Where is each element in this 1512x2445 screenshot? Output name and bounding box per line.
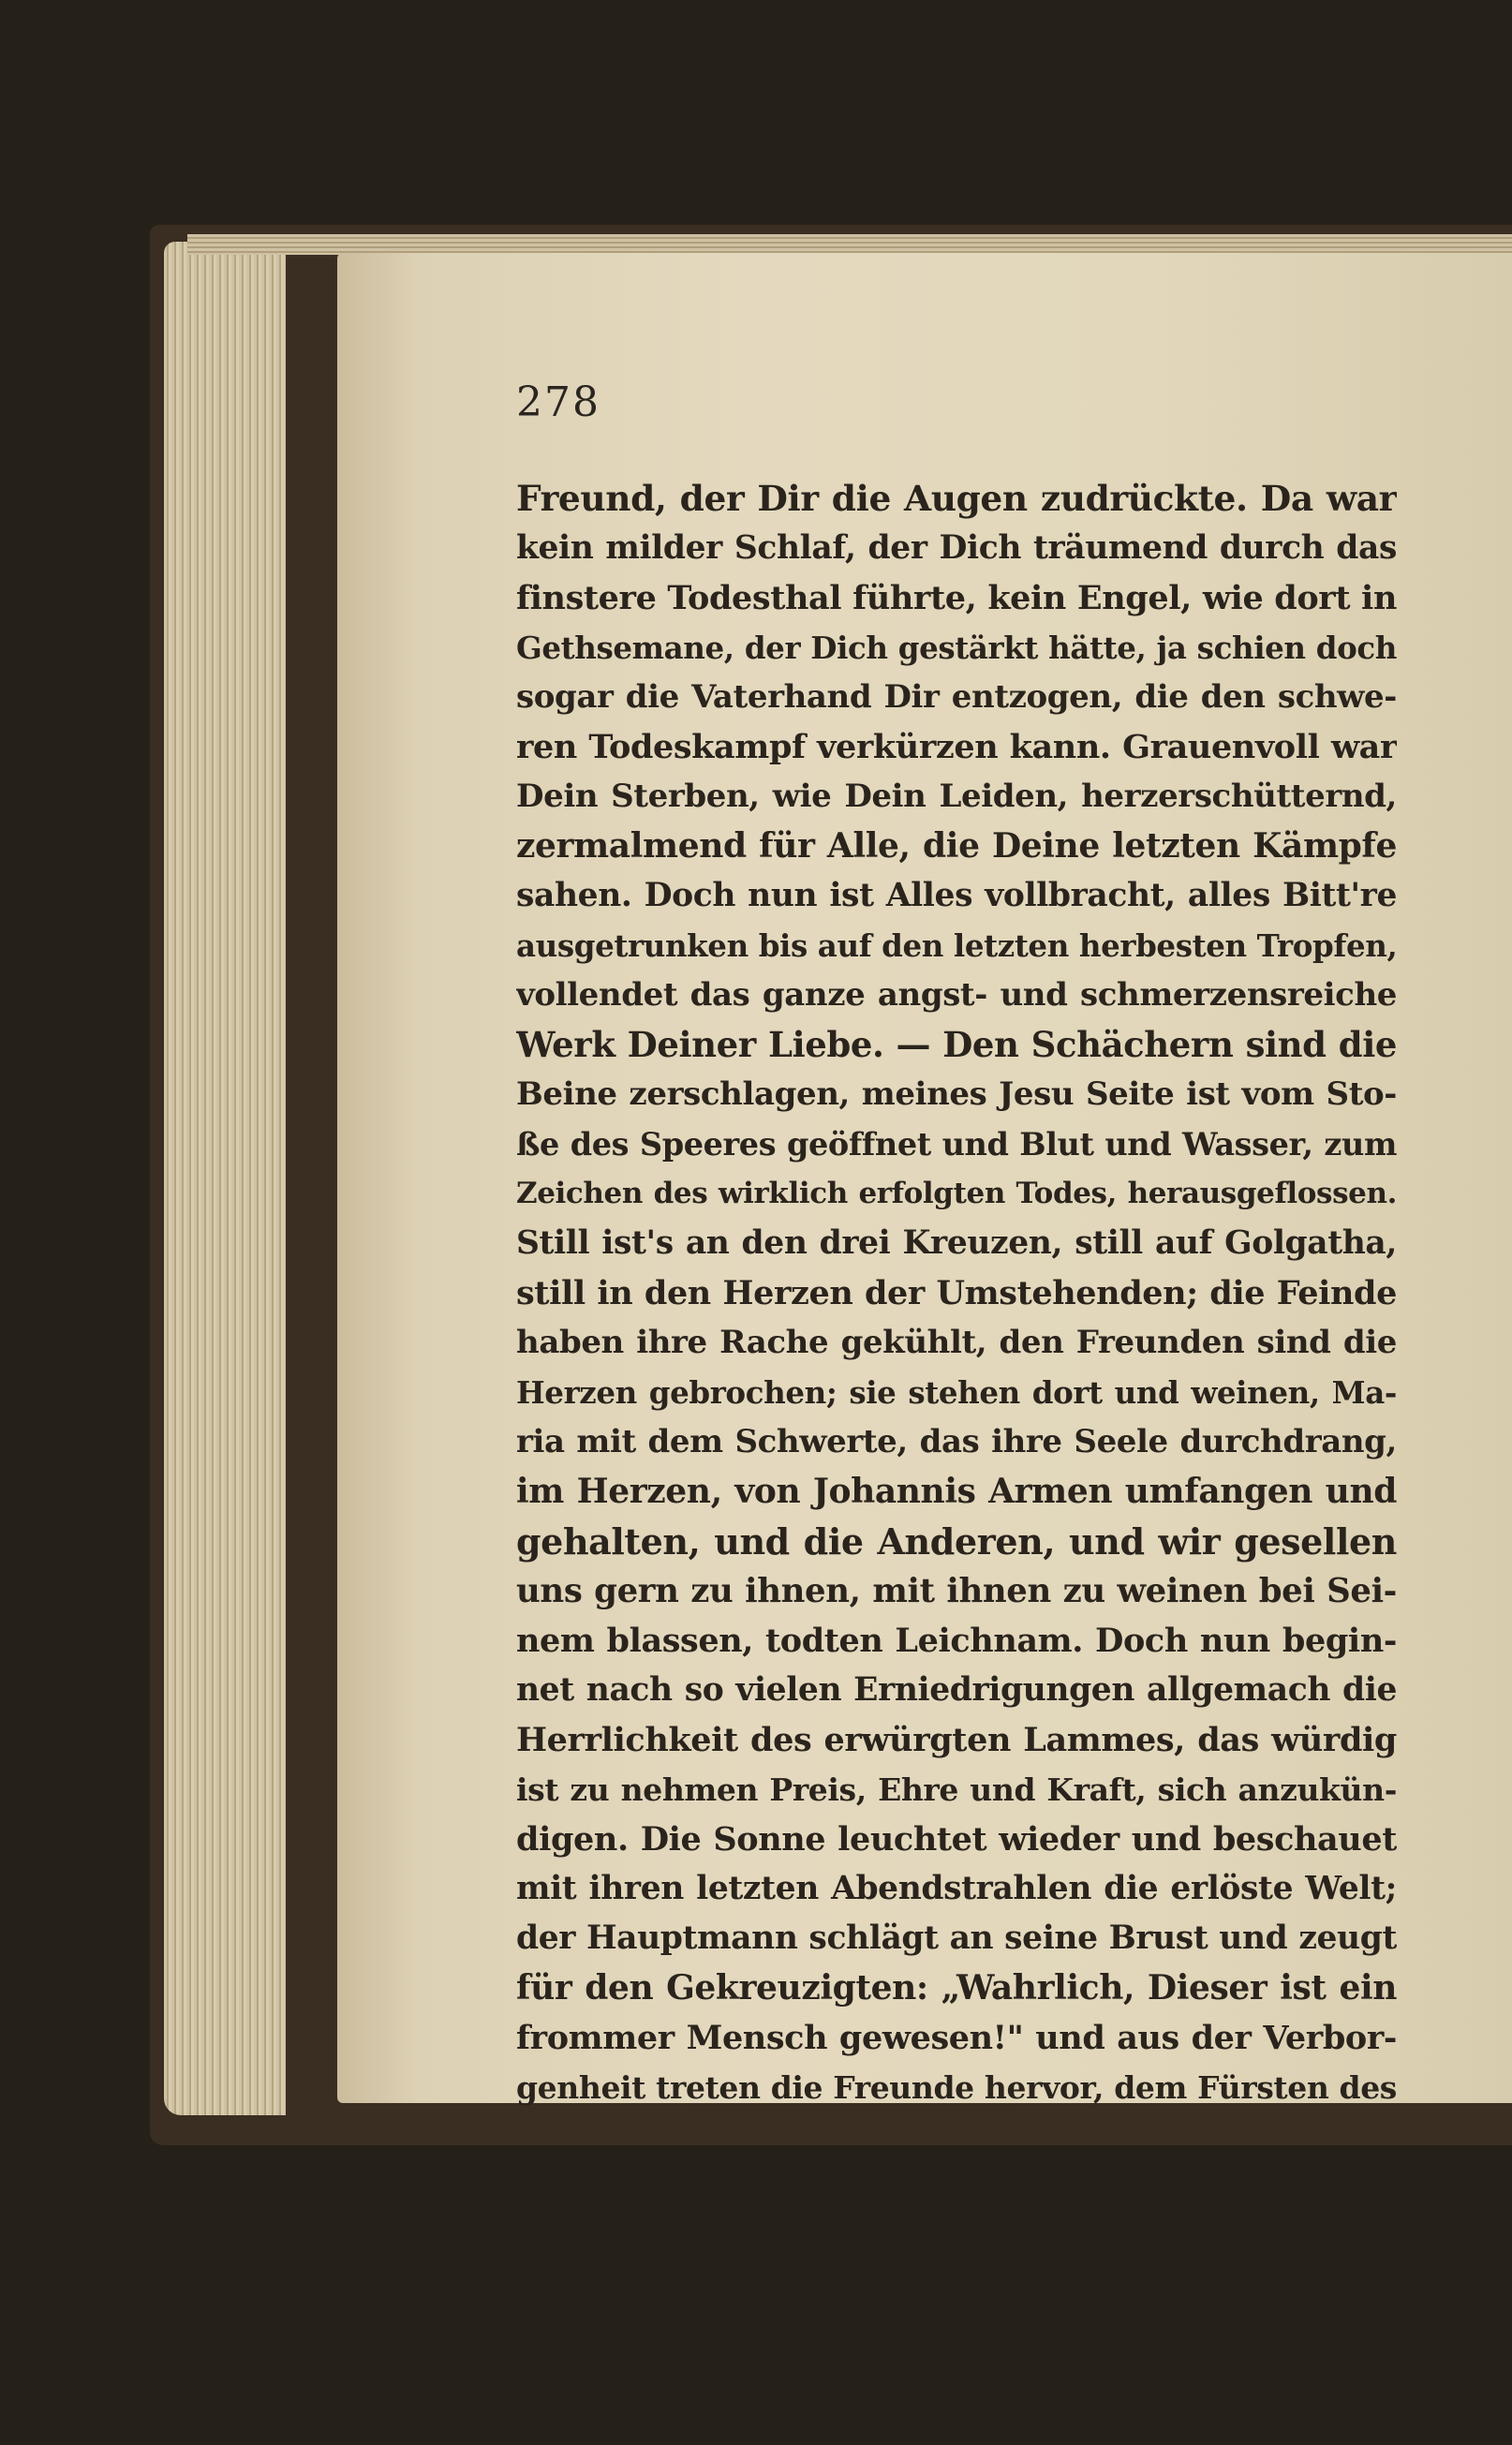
- text-line: frommer Mensch gewesen!" und aus der Verbor-: [516, 2019, 1397, 2057]
- text-line: Zeichen des wirklich erfolgten Todes, herausgeflossen.: [516, 1177, 1397, 1210]
- text-line: nem blassen, todten Leichnam. Doch nun begin-: [516, 1622, 1397, 1660]
- text-line: im Herzen, von Johannis Armen umfangen und: [516, 1472, 1397, 1511]
- text-line: sahen. Doch nun ist Alles vollbracht, alles Bitt're: [516, 877, 1397, 914]
- text-line: genheit treten die Freunde hervor, dem Fürsten des: [516, 2069, 1397, 2106]
- text-line: gehalten, und die Anderen, und wir gesellen: [516, 1520, 1397, 1563]
- text-line: Herzen gebrochen; sie stehen dort und weinen, Ma-: [516, 1374, 1397, 1411]
- text-line: Gethsemane, der Dich gestärkt hätte, ja schien doch: [516, 630, 1397, 666]
- text-line: Freund, der Dir die Augen zudrückte. Da war: [516, 478, 1397, 519]
- page-top-edge: [187, 234, 1512, 255]
- text-line: still in den Herzen der Umstehenden; die Feinde: [516, 1274, 1397, 1312]
- text-line: zermalmend für Alle, die Deine letzten Kämpfe: [516, 826, 1397, 866]
- text-line: der Hauptmann schlägt an seine Brust und zeugt: [516, 1919, 1397, 1957]
- page-number: 278: [516, 378, 600, 426]
- text-line: digen. Die Sonne leuchtet wieder und beschauet: [516, 1820, 1397, 1859]
- text-line: Dein Sterben, wie Dein Leiden, herzerschütternd,: [516, 778, 1397, 815]
- text-line: Herrlichkeit des erwürgten Lammes, das würdig: [516, 1721, 1397, 1759]
- page-edges: [164, 242, 286, 2115]
- text-line: Beine zerschlagen, meines Jesu Seite ist vom Sto-: [516, 1075, 1397, 1113]
- text-line: für den Gekreuzigten: „Wahrlich, Dieser ist ein: [516, 1968, 1397, 2008]
- text-line: Still ist's an den drei Kreuzen, still auf Golgatha,: [516, 1224, 1397, 1262]
- text-line: ist zu nehmen Preis, Ehre und Kraft, sich anzukün-: [516, 1771, 1397, 1808]
- text-line: ria mit dem Schwerte, das ihre Seele durchdrang,: [516, 1423, 1397, 1460]
- text-line: Werk Deiner Liebe. — Den Schächern sind die: [516, 1024, 1397, 1065]
- text-line: net nach so vielen Erniedrigungen allgemach die: [516, 1671, 1397, 1709]
- text-line: haben ihre Rache gekühlt, den Freunden sind die: [516, 1324, 1397, 1361]
- text-line: vollendet das ganze angst- und schmerzensreiche: [516, 976, 1397, 1014]
- text-line: uns gern zu ihnen, mit ihnen zu weinen bei Sei-: [516, 1572, 1397, 1610]
- text-line: ren Todeskampf verkürzen kann. Grauenvoll war: [516, 728, 1397, 766]
- text-line: ße des Speeres geöffnet und Blut und Wasser, zum: [516, 1126, 1397, 1163]
- text-line: kein milder Schlaf, der Dich träumend durch das: [516, 529, 1397, 567]
- text-line: finstere Todesthal führte, kein Engel, wie dort in: [516, 579, 1397, 617]
- text-line: mit ihren letzten Abendstrahlen die erlöste Welt;: [516, 1870, 1397, 1907]
- text-line: sogar die Vaterhand Dir entzogen, die den schwe-: [516, 678, 1397, 716]
- text-line: ausgetrunken bis auf den letzten herbesten Tropfen,: [516, 927, 1397, 964]
- page-text: [516, 474, 1397, 2112]
